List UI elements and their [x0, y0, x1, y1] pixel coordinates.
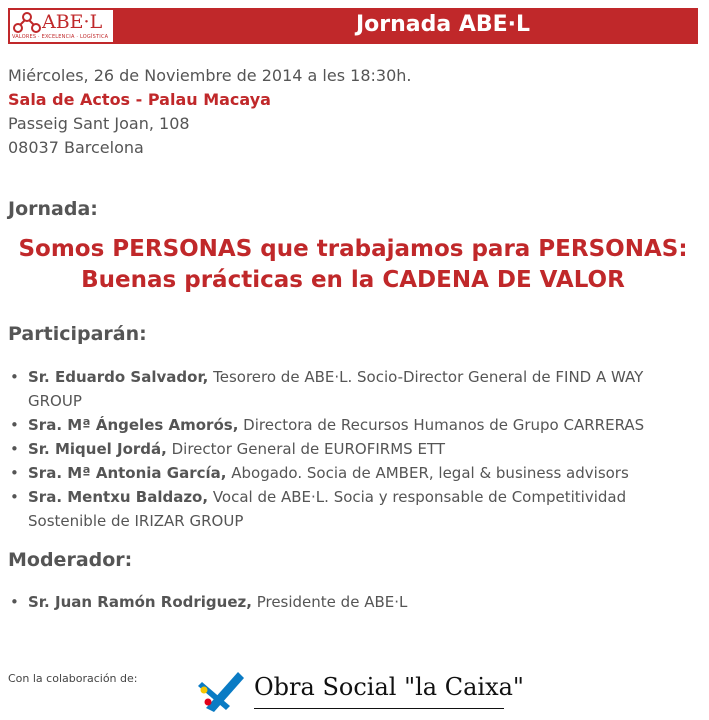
moderator-list	[8, 590, 698, 614]
list-item	[8, 437, 698, 461]
moderator-heading: Moderador:	[8, 549, 133, 571]
la-caixa-star-icon	[192, 668, 248, 714]
la-caixa-logo	[192, 668, 524, 714]
participant-name: Sra. Mª Ángeles Amorós,	[28, 416, 239, 434]
participant-name: Sr. Miquel Jordá,	[28, 440, 167, 458]
participant-name: Sr. Eduardo Salvador,	[28, 368, 209, 386]
event-venue[interactable]: Sala de Actos - Palau Macaya	[8, 90, 271, 109]
sponsor-underline	[254, 708, 504, 709]
participant-name: Sra. Mentxu Baldazo,	[28, 488, 209, 506]
headline-line-1: Somos PERSONAS que trabajamos para PERSONAS:	[18, 236, 688, 262]
abel-logo-icon	[12, 11, 42, 35]
list-item	[8, 485, 698, 533]
jornada-heading: Jornada:	[8, 198, 98, 220]
participant-role: Directora de Recursos Humanos de Grupo CARRERAS	[238, 416, 645, 434]
list-item	[8, 413, 698, 437]
address-city: 08037 Barcelona	[8, 138, 144, 157]
moderator-name: Sr. Juan Ramón Rodriguez,	[28, 593, 252, 611]
collaboration-label: Con la colaboración de:	[8, 672, 138, 685]
participants-heading: Participarán:	[8, 323, 147, 345]
logo-wordmark: ABE·L	[42, 11, 103, 33]
participant-role: Tesorero de ABE·L. Socio-Director General de FIND A WAY GROUP	[28, 368, 644, 410]
participant-role: Vocal de ABE·L. Socia y responsable de Competitividad Sostenible de IRIZAR GROUP	[28, 488, 627, 530]
address-street: Passeig Sant Joan, 108	[8, 114, 190, 133]
sponsor-name: Obra Social "la Caixa"	[254, 673, 524, 701]
list-item	[8, 590, 698, 614]
logo-tagline: VALORES · EXCELENCIA · LOGÍSTICA	[12, 34, 109, 40]
event-date: Miércoles, 26 de Noviembre de 2014 a les 18:30h.	[8, 66, 412, 85]
header-banner	[8, 8, 698, 44]
moderator-role: Presidente de ABE·L	[251, 593, 408, 611]
participant-role: Director General de EUROFIRMS ETT	[166, 440, 445, 458]
event-info	[8, 64, 411, 160]
list-item	[8, 461, 698, 485]
participants-list	[8, 365, 698, 533]
headline-line-2: Buenas prácticas en la CADENA DE VALOR	[81, 267, 625, 293]
participant-role: Abogado. Socia de AMBER, legal & business advisors	[226, 464, 629, 482]
page-title: Jornada ABE·L	[355, 12, 531, 37]
list-item	[8, 365, 698, 413]
abel-logo	[10, 10, 113, 42]
participant-name: Sra. Mª Antonia García,	[28, 464, 227, 482]
event-headline	[8, 234, 698, 296]
